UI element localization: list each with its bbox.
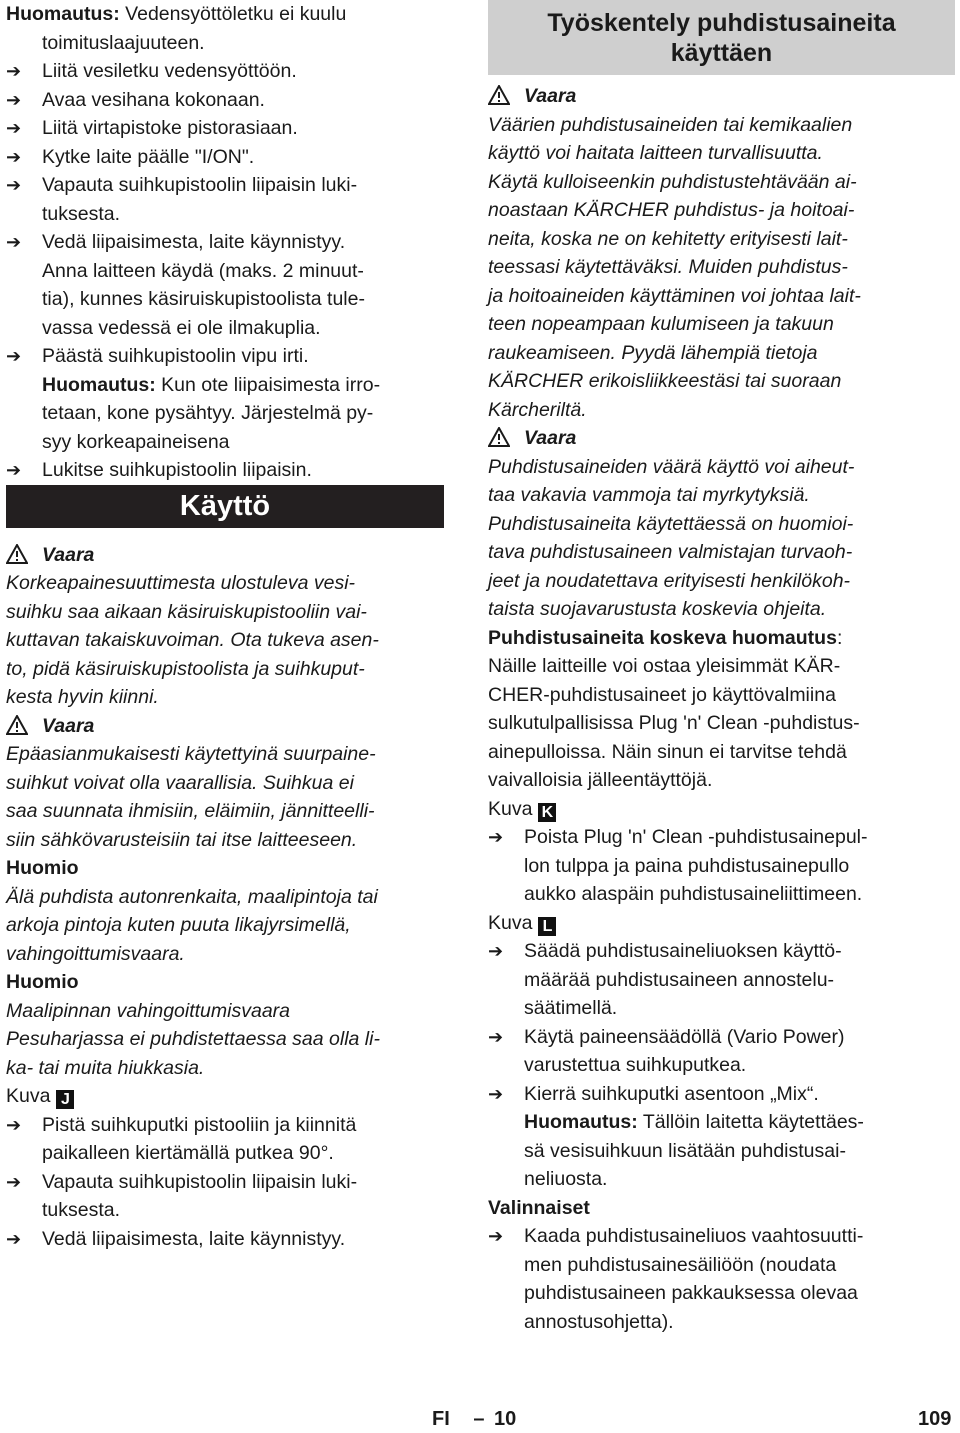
figure-letter-k: K: [538, 803, 556, 822]
arrow-right-icon: ➔: [488, 1083, 504, 1104]
warning-text: Puhdistusaineita käytettäessä on huomioi-: [488, 512, 854, 535]
caution-text: Pesuharjassa ei puhdistettaessa saa olla li-: [6, 1028, 380, 1050]
warning-text: neita, koska ne on kehitetty erityisesti lait-: [488, 227, 848, 250]
warning-text: käyttö voi haitata laitteen turvallisuutta.: [488, 142, 823, 164]
step-cont: lon tulppa ja paina puhdistusainepullo: [524, 854, 850, 877]
arrow-right-icon: ➔: [6, 175, 22, 195]
step: ➔ Säädä puhdistusaineliuoksen käyttö-: [488, 937, 928, 966]
note-heading: Puhdistusaineita koskeva huomautus:: [488, 626, 843, 649]
warning-text: saa suunnata ihmisiin, eläimiin, jännitteelli-: [6, 800, 375, 822]
note-line: Huomautus: Tällöin laitetta käytettäes-: [524, 1111, 864, 1133]
arrow-right-icon: ➔: [488, 1226, 504, 1246]
warning-text: tava puhdistusaineen valmistajan turvaoh-: [488, 541, 853, 563]
arrow-right-icon: ➔: [488, 941, 504, 961]
caution-heading: Huomio: [6, 857, 79, 879]
warning-heading: Vaara: [488, 82, 928, 111]
step-cont: määrää puhdistusaineen annostelu-: [524, 968, 835, 991]
warning-text: taa vakavia vammoja tai myrkytyksiä.: [488, 484, 810, 506]
arrow-right-icon: ➔: [6, 118, 22, 138]
step: ➔ Vedä liipaisimesta, laite käynnistyy.: [6, 1225, 446, 1254]
note-line: tetaan, kone pysähtyy. Järjestelmä py-: [42, 402, 374, 424]
step: ➔ Päästä suihkupistoolin vipu irti.: [6, 342, 446, 371]
warning-text: Epäasianmukaisesti käytettyinä suurpaine-: [6, 743, 376, 765]
warning-triangle-icon: [488, 82, 524, 111]
warning-text: suihkut voivat olla vaarallisia. Suihkua ei: [6, 771, 354, 794]
section-title-kaytto: Käyttö: [6, 485, 444, 528]
warning-text: to, pidä käsiruiskupistoolista ja suihkuput-: [6, 657, 365, 680]
note-line: Huomautus: Vedensyöttöletku ei kuulu: [6, 3, 347, 25]
caution-text: ka- tai muita hiukkasia.: [6, 1056, 205, 1079]
note-text: vaivalloisia jälleentäyttöjä.: [488, 769, 713, 791]
step-cont: puhdistusaineen pakkauksessa olevaa: [524, 1282, 858, 1304]
step: ➔ Vapauta suihkupistoolin liipaisin luki-: [6, 171, 446, 200]
caution-text: Maalipinnan vahingoittumisvaara: [6, 999, 290, 1022]
warning-text: Käytä kulloiseenkin puhdistustehtävään ai-: [488, 170, 857, 193]
step-cont: tuksesta.: [42, 1199, 121, 1221]
arrow-right-icon: ➔: [6, 460, 22, 480]
warning-heading: Vaara: [488, 424, 928, 453]
warning-triangle-icon: [6, 541, 42, 570]
arrow-right-icon: ➔: [6, 146, 22, 167]
step: ➔ Kaada puhdistusaineliuos vaahtosuutti-: [488, 1222, 928, 1251]
warning-text: ja hoitoaineiden käyttäminen voi johtaa lait-: [488, 284, 861, 307]
step: ➔ Pistä suihkuputki pistooliin ja kiinnitä: [6, 1111, 446, 1140]
figure-ref: Kuva L: [488, 909, 928, 938]
footer-local-page: FI – 10: [432, 1408, 517, 1430]
figure-ref: Kuva J: [6, 1082, 446, 1111]
arrow-right-icon: ➔: [6, 232, 22, 252]
warning-text: kuttavan takaiskuvoiman. Ota tukeva asen-: [6, 629, 379, 651]
arrow-right-icon: ➔: [6, 346, 22, 366]
step: ➔ Avaa vesihana kokonaan.: [6, 86, 446, 115]
step-cont: säätimellä.: [524, 997, 618, 1019]
step-cont: vassa vedessä ei ole ilmakuplia.: [42, 316, 321, 339]
warning-text: raukeamiseen. Pyydä lähempiä tietoja: [488, 341, 818, 364]
arrow-right-icon: ➔: [6, 61, 22, 81]
note-line: syy korkeapaineisena: [42, 430, 230, 453]
warning-heading: Vaara: [6, 712, 446, 741]
warning-text: suihku saa aikaan käsiruiskupistooliin vai-: [6, 600, 367, 623]
right-column: [488, 82, 928, 1336]
note-line: neliuosta.: [524, 1168, 608, 1190]
arrow-right-icon: ➔: [6, 89, 22, 110]
step: ➔ Kierrä suihkuputki asentoon „Mix“.: [488, 1080, 928, 1109]
note-line: Huomautus: Kun ote liipaisimesta irro-: [42, 373, 381, 396]
caution-heading: Huomio: [6, 971, 79, 993]
warning-text: noastaan KÄRCHER puhdistus- ja hoitoai-: [488, 199, 855, 221]
figure-ref: Kuva K: [488, 795, 928, 824]
footer-page-number: 109: [918, 1408, 952, 1430]
note-text: ainepulloissa. Näin sinun ei tarvitse tehdä: [488, 740, 847, 763]
warning-triangle-icon: [6, 712, 42, 741]
note-line: toimituslaajuuteen.: [42, 31, 205, 54]
left-column: [6, 0, 446, 1253]
warning-text: Puhdistusaineiden väärä käyttö voi aiheut-: [488, 455, 855, 478]
step-cont: tuksesta.: [42, 202, 121, 225]
note-text: sulkutulpallisissa Plug 'n' Clean -puhdistus-: [488, 712, 860, 734]
warning-text: taista suojavarustusta koskevia ohjeita.: [488, 598, 827, 620]
step: ➔ Kytke laite päälle "I/ON".: [6, 143, 446, 172]
caution-text: vahingoittumisvaara.: [6, 942, 185, 965]
optional-heading: Valinnaiset: [488, 1196, 590, 1219]
warning-text: teessasi käytettäväksi. Muiden puhdistus-: [488, 256, 848, 278]
warning-text: KÄRCHER erikoisliikkeestäsi tai suoraan: [488, 370, 842, 392]
arrow-right-icon: ➔: [6, 1171, 22, 1192]
figure-letter-l: L: [538, 917, 556, 936]
step-cont: varustettua suihkuputkea.: [524, 1054, 747, 1076]
step-cont: tia), kunnes käsiruiskupistoolista tule-: [42, 288, 365, 310]
caution-text: arkoja pintoja kuten puuta likajyrsimellä,: [6, 914, 351, 936]
warning-text: Kärcheriltä.: [488, 398, 587, 421]
section-title-puhdistusaineet: Työskentely puhdistusaineita käyttäen: [488, 0, 955, 75]
step-cont: aukko alaspäin puhdistusaineliittimeen.: [524, 883, 863, 905]
step: ➔ Vapauta suihkupistoolin liipaisin luki-: [6, 1168, 446, 1197]
arrow-right-icon: ➔: [6, 1114, 22, 1135]
figure-letter-j: J: [56, 1090, 74, 1109]
note-line: sä vesisuihkuun lisätään puhdistusai-: [524, 1139, 846, 1162]
step: ➔ Liitä virtapistoke pistorasiaan.: [6, 114, 446, 143]
step-cont: men puhdistusainesäiliöön (noudata: [524, 1253, 837, 1276]
step: ➔ Liitä vesiletku vedensyöttöön.: [6, 57, 446, 86]
note-text: Näille laitteille voi ostaa yleisimmät KÄR-: [488, 655, 841, 677]
note-text: CHER-puhdistusaineet jo käyttövalmiina: [488, 683, 836, 706]
warning-text: jeet ja noudatettava erityisesti henkilökoh-: [488, 569, 851, 592]
step-cont: annostusohjetta).: [524, 1310, 674, 1333]
step-cont: Anna laitteen käydä (maks. 2 minuut-: [42, 259, 364, 282]
step: ➔ Lukitse suihkupistoolin liipaisin.: [6, 456, 446, 485]
warning-text: kesta hyvin kiinni.: [6, 686, 159, 708]
caution-text: Älä puhdista autonrenkaita, maalipintoja tai: [6, 885, 378, 908]
warning-text: Korkeapainesuuttimesta ulostuleva vesi-: [6, 572, 356, 594]
warning-text: siin sähkövarusteisiin tai itse laitteeseen.: [6, 828, 358, 851]
step: ➔ Poista Plug 'n' Clean -puhdistusainepul-: [488, 823, 928, 852]
step-cont: paikalleen kiertämällä putkea 90°.: [42, 1142, 334, 1164]
warning-text: teen nopeampaan kulumiseen ja takuun: [488, 313, 834, 335]
warning-heading: Vaara: [6, 541, 446, 570]
step: ➔ Vedä liipaisimesta, laite käynnistyy.: [6, 228, 446, 257]
arrow-right-icon: ➔: [488, 827, 504, 847]
warning-text: Väärien puhdistusaineiden tai kemikaalien: [488, 113, 853, 136]
warning-triangle-icon: [488, 424, 524, 453]
step: ➔ Käytä paineensäädöllä (Vario Power): [488, 1023, 928, 1052]
arrow-right-icon: ➔: [488, 1026, 504, 1047]
arrow-right-icon: ➔: [6, 1228, 22, 1249]
